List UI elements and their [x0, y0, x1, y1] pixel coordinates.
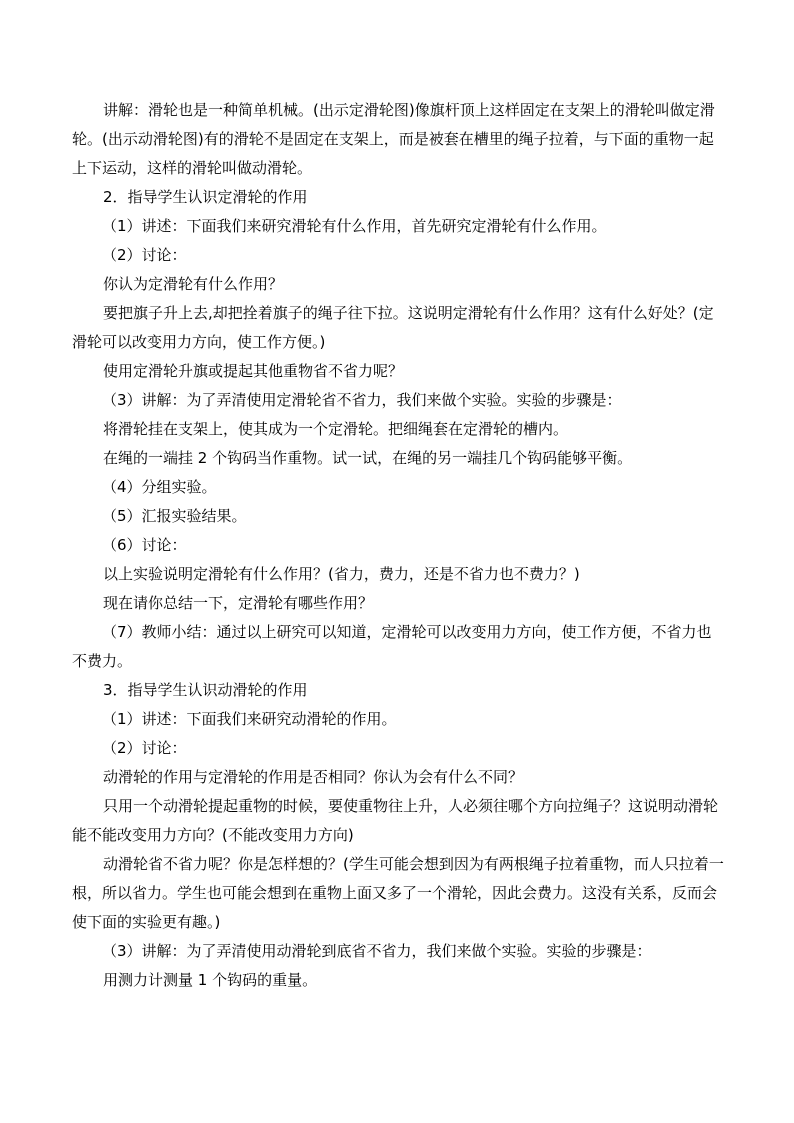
- paragraph-step-7-summary: （7）教师小结：通过以上研究可以知道，定滑轮可以改变用力方向，使工作方便，不省力也不费力。: [72, 623, 712, 670]
- paragraph-step-2: （2）讨论：: [102, 739, 187, 757]
- paragraph-step-1: （1）讲述：下面我们来研究滑轮有什么作用，首先研究定滑轮有什么作用。: [102, 217, 607, 235]
- paragraph-procedure: 在绳的一端挂 2 个钩码当作重物。试一试，在绳的另一端挂几个钩码能够平衡。: [103, 449, 633, 467]
- paragraph-question: 动滑轮省不省力呢？你是怎样想的？(学生可能会想到因为有两根绳子拉着重物，而人只拉着一根，所以省力。学生也可能会想到在重物上面又多了一个滑轮，因此会费力。这没有关系，反而会使下面的实验更有趣。): [72, 855, 724, 931]
- paragraph-question: 动滑轮的作用与定滑轮的作用是否相同？你认为会有什么不同？: [103, 768, 524, 786]
- paragraph-step-3: （3）讲解：为了弄清使用定滑轮省不省力，我们来做个实验。实验的步骤是：: [102, 391, 622, 409]
- section-heading-fixed-pulley: 2．指导学生认识定滑轮的作用: [103, 188, 308, 206]
- document-page: [72, 96, 724, 995]
- paragraph-question: 使用定滑轮升旗或提起其他重物省不省力呢？: [103, 362, 404, 380]
- paragraph-step-3: （3）讲解：为了弄清使用动滑轮到底省不省力，我们来做个实验。实验的步骤是：: [102, 942, 652, 960]
- paragraph-question: 你认为定滑轮有什么作用？: [103, 275, 284, 293]
- paragraph-step-1: （1）讲述：下面我们来研究动滑轮的作用。: [102, 710, 397, 728]
- paragraph-explanation-pulleys: 讲解：滑轮也是一种简单机械。(出示定滑轮图)像旗杆顶上这样固定在支架上的滑轮叫做定滑轮。(出示动滑轮图)有的滑轮不是固定在支架上，而是被套在槽里的绳子拉着，与下面的重物一起上下运动，这样的滑轮叫做动滑轮。: [72, 101, 715, 177]
- paragraph-step-6: （6）讨论：: [102, 536, 187, 554]
- paragraph-question: 现在请你总结一下，定滑轮有哪些作用？: [103, 594, 374, 612]
- paragraph-step-2: （2）讨论：: [102, 246, 187, 264]
- paragraph-step-4: （4）分组实验。: [102, 478, 217, 496]
- paragraph-question: 只用一个动滑轮提起重物的时候，要使重物往上升，人必须往哪个方向拉绳子？这说明动滑轮能不能改变用力方向？(不能改变用力方向): [72, 797, 719, 844]
- paragraph-step-5: （5）汇报实验结果。: [102, 507, 247, 525]
- paragraph-procedure: 将滑轮挂在支架上，使其成为一个定滑轮。把细绳套在定滑轮的槽内。: [103, 420, 569, 438]
- paragraph-procedure: 用测力计测量 1 个钩码的重量。: [103, 971, 318, 989]
- section-heading-movable-pulley: 3．指导学生认识动滑轮的作用: [103, 681, 308, 699]
- paragraph-flag-question: 要把旗子升上去,却把拴着旗子的绳子往下拉。这说明定滑轮有什么作用？这有什么好处？(定滑轮可以改变用力方向，使工作方便。): [72, 304, 714, 351]
- paragraph-question: 以上实验说明定滑轮有什么作用？(省力，费力，还是不省力也不费力？): [103, 565, 580, 583]
